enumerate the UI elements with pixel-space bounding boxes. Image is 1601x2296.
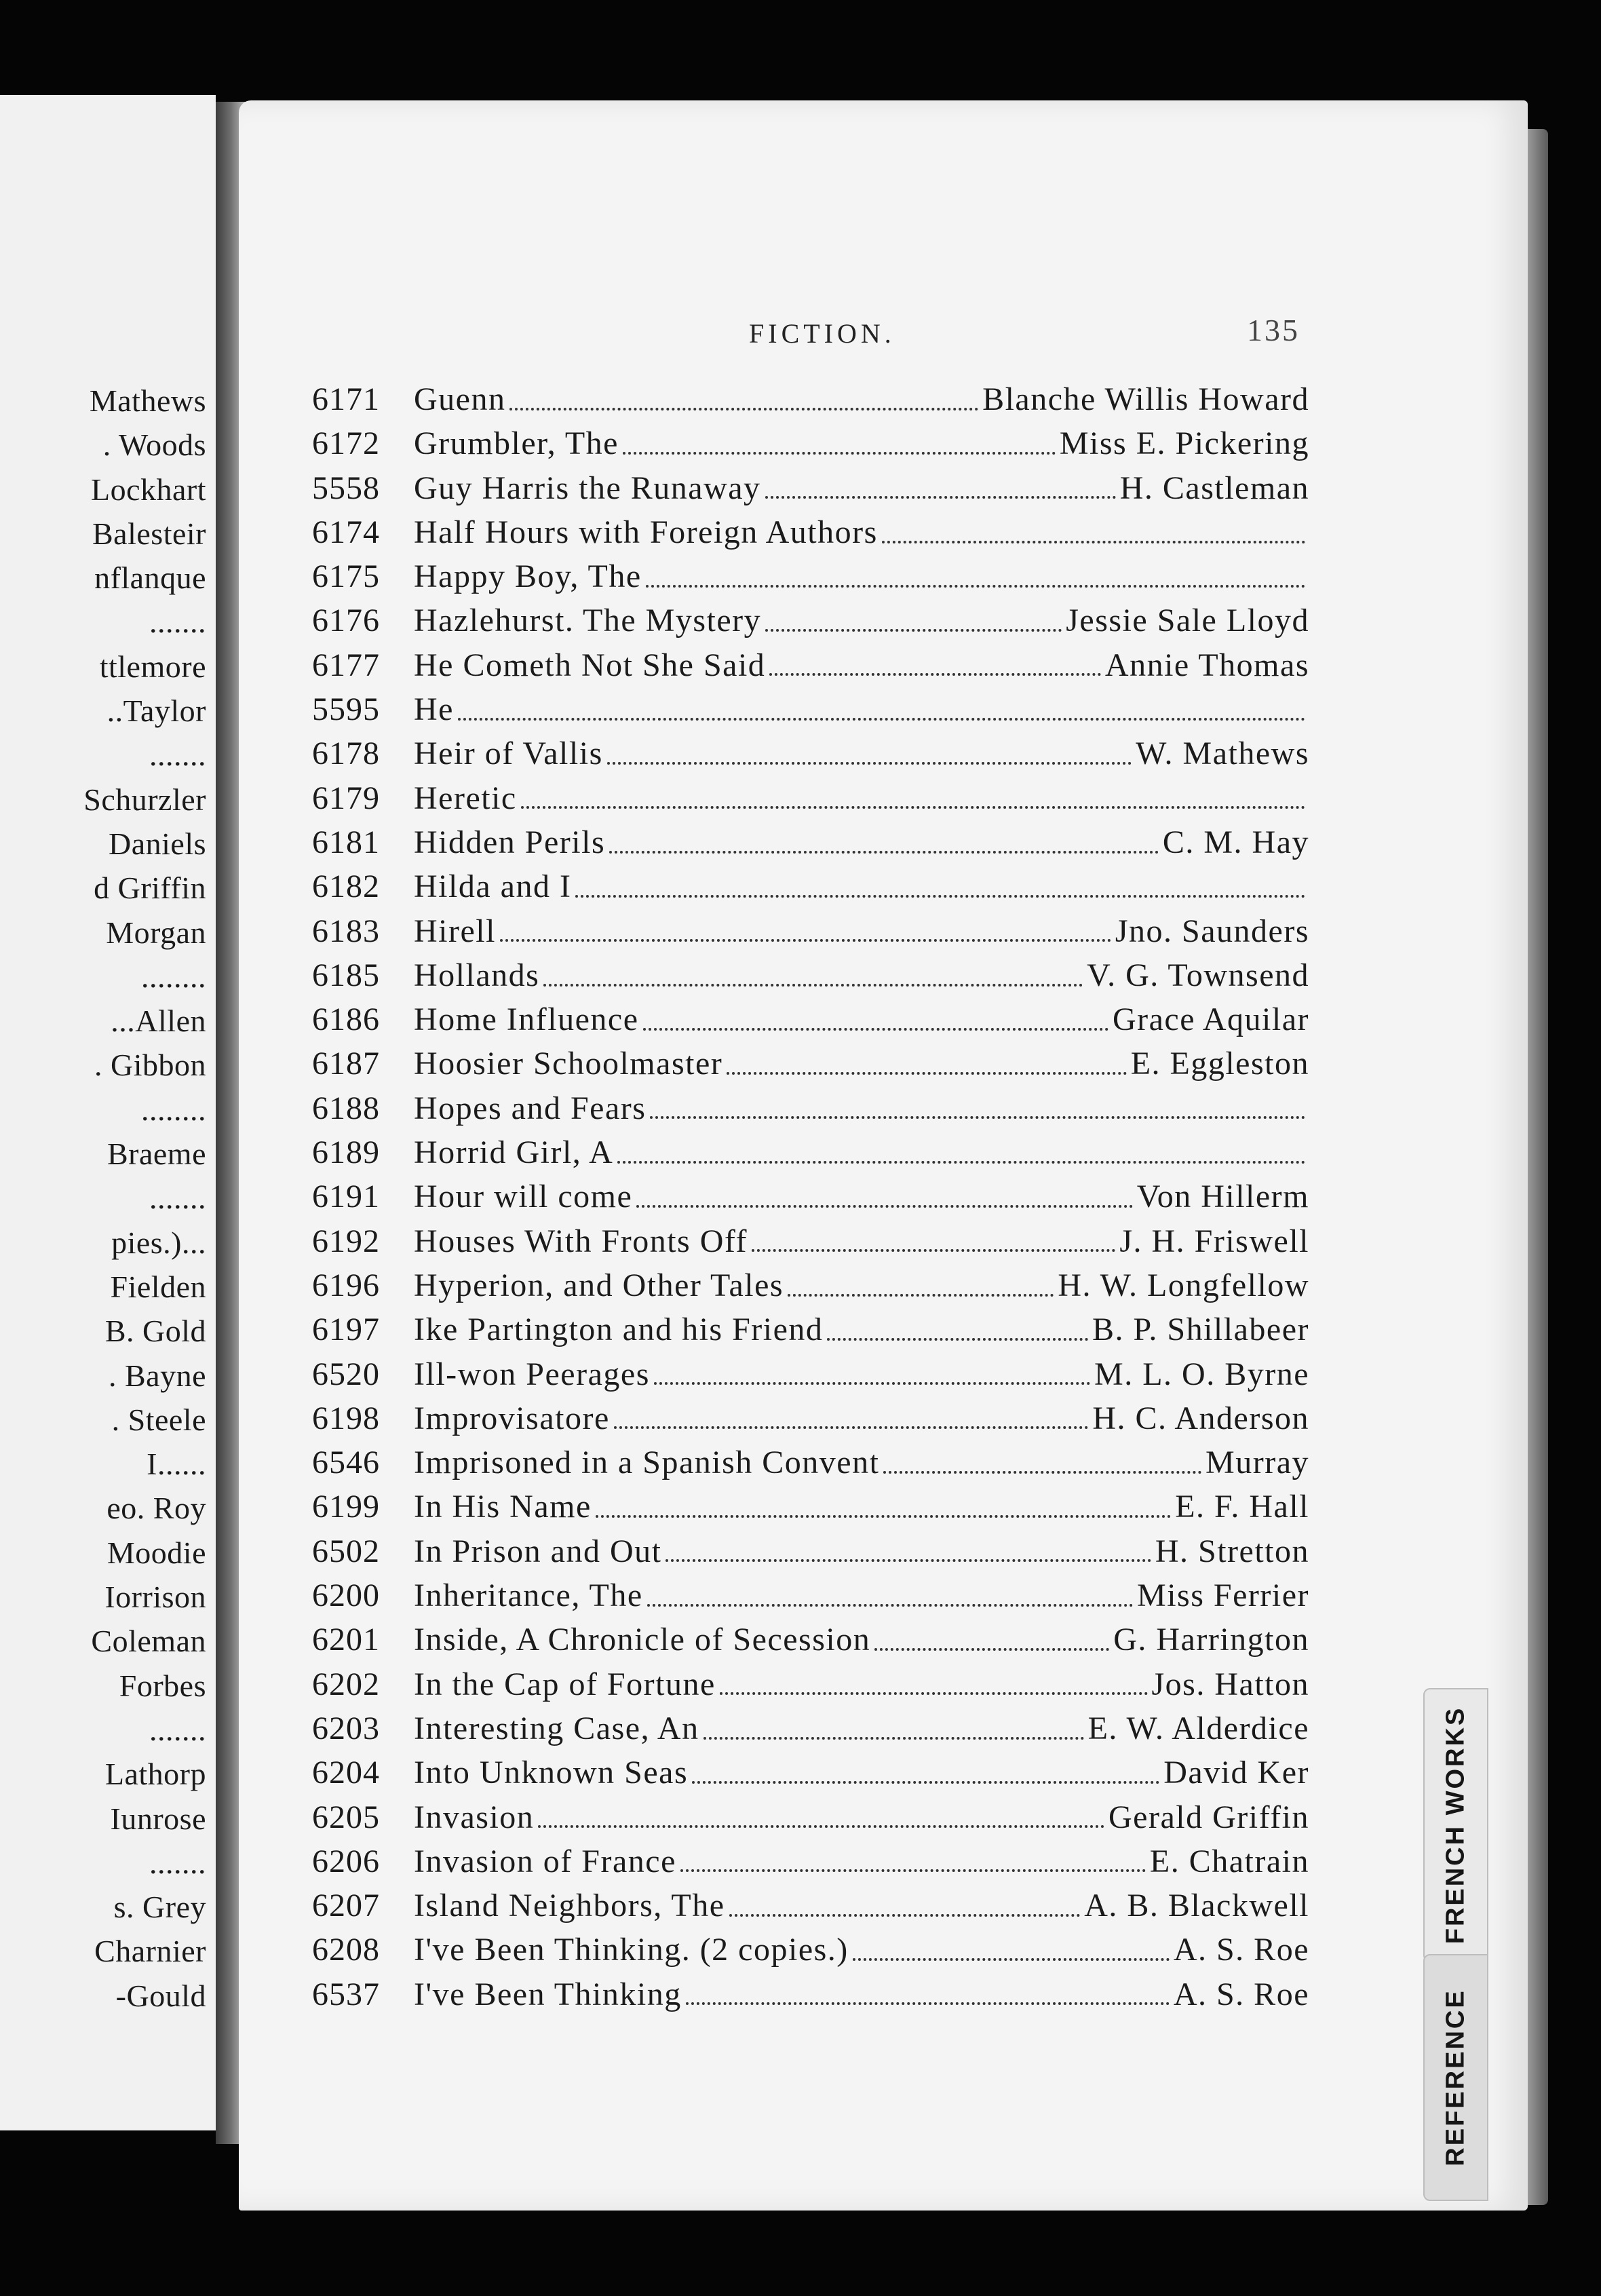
entry-number: 6207 [312, 1888, 380, 1924]
dot-leader [509, 408, 978, 410]
dot-leader [666, 1559, 1151, 1562]
entry-author: M. L. O. Byrne [1094, 1356, 1309, 1392]
entry-number: 6187 [312, 1046, 380, 1082]
entry-title: Guy Harris the Runaway [414, 470, 761, 506]
dot-leader [692, 1781, 1159, 1784]
dot-leader [882, 541, 1305, 543]
left-page-fragment: ..Taylor [107, 693, 206, 729]
catalog-entry [312, 1174, 1309, 1219]
dot-leader [769, 673, 1101, 676]
entry-title: Ike Partington and his Friend [414, 1312, 824, 1348]
left-page-fragment: Morgan [106, 915, 206, 950]
entry-author: E. F. Hall [1175, 1489, 1309, 1525]
left-page-fragment: Lathorp [104, 1757, 206, 1792]
left-page-fragment: Daniels [108, 826, 206, 861]
dot-leader [827, 1338, 1088, 1341]
entry-number: 6206 [312, 1843, 380, 1879]
entry-number: 6197 [312, 1312, 380, 1348]
dot-leader [729, 1914, 1081, 1917]
entry-title: Invasion of France [414, 1843, 676, 1879]
entry-author: A. S. Roe [1173, 1932, 1309, 1968]
entry-number: 6203 [312, 1710, 380, 1746]
catalog-entry [312, 1440, 1309, 1485]
entry-number: 6172 [312, 425, 380, 462]
catalog-entry [312, 377, 1309, 421]
tab-reference[interactable] [1423, 1954, 1488, 2201]
catalog-entries [312, 377, 1309, 2016]
tab-reference-label: REFERENCE [1441, 1989, 1470, 2166]
entry-author: H. C. Anderson [1092, 1400, 1309, 1436]
dot-leader [607, 762, 1132, 765]
entry-title: Horrid Girl, A [414, 1134, 614, 1171]
tab-french-works-label: FRENCH WORKS [1441, 1706, 1470, 1945]
entry-title: Home Influence [414, 1001, 639, 1038]
left-page-fragment: ....... [149, 1712, 206, 1747]
entry-author: Jos. Hatton [1151, 1666, 1309, 1702]
entry-title: Inheritance, The [414, 1577, 643, 1614]
left-page-fragment: Schurzler [83, 782, 206, 817]
left-page-fragment: . Bayne [108, 1358, 206, 1393]
catalog-entry [312, 1839, 1309, 1883]
entry-number: 6200 [312, 1577, 380, 1614]
catalog-entry [312, 466, 1309, 510]
catalog-entry [312, 643, 1309, 687]
entry-title: Hour will come [414, 1179, 633, 1215]
entry-author: G. Harrington [1113, 1622, 1309, 1658]
entry-title: Houses With Fronts Off [414, 1223, 748, 1259]
entry-title: Imprisoned in a Spanish Convent [414, 1444, 880, 1481]
dot-leader [752, 1249, 1115, 1252]
entry-number: 6171 [312, 381, 380, 417]
entry-title: He [414, 691, 454, 728]
page-number: 135 [1247, 313, 1300, 347]
dot-leader [765, 496, 1116, 499]
dot-leader [727, 1072, 1126, 1075]
entry-author: Annie Thomas [1104, 647, 1309, 683]
entry-number: 6546 [312, 1444, 380, 1481]
left-page-fragment: ....... [149, 1181, 206, 1216]
catalog-entry [312, 731, 1309, 776]
dot-leader [703, 1737, 1084, 1740]
catalog-entry [312, 1750, 1309, 1795]
entry-author: Miss Ferrier [1137, 1577, 1309, 1614]
entry-title: Hoosier Schoolmaster [414, 1046, 723, 1082]
catalog-entry [312, 1396, 1309, 1440]
dot-leader [609, 851, 1159, 854]
entry-number: 6537 [312, 1976, 380, 2012]
entry-title: Inside, A Chronicle of Secession [414, 1622, 871, 1658]
left-page-fragment: Braeme [107, 1136, 206, 1172]
entry-number: 5558 [312, 470, 380, 506]
dot-leader [623, 452, 1056, 455]
left-page-fragment: ........ [141, 959, 206, 994]
entry-number: 6208 [312, 1932, 380, 1968]
running-head: FICTION. [749, 318, 895, 349]
left-page-fragment: ....... [149, 605, 206, 640]
entry-author: H. W. Longfellow [1058, 1267, 1309, 1303]
left-page-fragment: I...... [147, 1447, 206, 1482]
entry-author: Miss E. Pickering [1059, 425, 1309, 462]
left-page-fragment: Moodie [107, 1535, 206, 1570]
entry-title: Heir of Vallis [414, 735, 603, 772]
entry-author: Jessie Sale Lloyd [1066, 602, 1309, 639]
entry-number: 6176 [312, 602, 380, 639]
catalog-entry [312, 953, 1309, 997]
entry-author: David Ker [1163, 1755, 1309, 1791]
dot-leader [680, 1869, 1146, 1872]
entry-author: Grace Aquilar [1112, 1001, 1309, 1038]
catalog-entry [312, 1928, 1309, 1972]
left-page-fragment: pies.)... [111, 1225, 206, 1260]
left-page-fragment: ........ [141, 1092, 206, 1127]
entry-title: Hidden Perils [414, 824, 606, 860]
entry-author: B. P. Shillabeer [1092, 1312, 1309, 1348]
entry-number: 6174 [312, 514, 380, 550]
catalog-entry [312, 1485, 1309, 1529]
catalog-entry [312, 1219, 1309, 1263]
entry-author: E. Chatrain [1149, 1843, 1309, 1879]
left-page-fragment: ttlemore [99, 649, 206, 684]
catalog-entry [312, 687, 1309, 731]
entry-title: Grumbler, The [414, 425, 619, 462]
left-page-fragment: Forbes [119, 1668, 206, 1703]
tab-french-works[interactable] [1423, 1688, 1488, 1962]
catalog-entry [312, 510, 1309, 554]
catalog-entry [312, 864, 1309, 908]
entry-number: 6183 [312, 913, 380, 949]
entry-title: Into Unknown Seas [414, 1755, 689, 1791]
entry-title: In the Cap of Fortune [414, 1666, 716, 1702]
entry-number: 6179 [312, 780, 380, 816]
entry-title: I've Been Thinking [414, 1976, 682, 2012]
left-page-fragment: . Steele [111, 1402, 206, 1437]
dot-leader [650, 1116, 1305, 1119]
entry-title: Ill-won Peerages [414, 1356, 650, 1392]
entry-number: 6502 [312, 1533, 380, 1569]
catalog-entry [312, 1130, 1309, 1174]
dot-leader [636, 1205, 1132, 1208]
catalog-entry [312, 776, 1309, 820]
entry-title: Improvisatore [414, 1400, 610, 1436]
dot-leader [647, 1604, 1133, 1607]
entry-number: 6201 [312, 1622, 380, 1658]
left-page-fragments [83, 379, 206, 2018]
catalog-entry [312, 1706, 1309, 1750]
entry-title: Hopes and Fears [414, 1090, 647, 1126]
catalog-entry [312, 421, 1309, 465]
catalog-entry [312, 1352, 1309, 1396]
dot-leader [521, 806, 1305, 809]
entry-number: 6177 [312, 647, 380, 683]
left-page-fragment: . Woods [102, 427, 206, 463]
entry-author: E. W. Alderdice [1087, 1710, 1309, 1746]
entry-title: Happy Boy, The [414, 558, 642, 595]
entry-author: A. B. Blackwell [1084, 1888, 1309, 1924]
catalog-entry [312, 1618, 1309, 1662]
catalog-entry [312, 1662, 1309, 1706]
dot-leader [788, 1294, 1054, 1297]
catalog-entry [312, 1972, 1309, 2016]
entry-number: 6204 [312, 1755, 380, 1791]
left-page-fragment: Coleman [91, 1624, 206, 1659]
entry-title: Guenn [414, 381, 506, 417]
entry-author: H. Stretton [1155, 1533, 1309, 1569]
left-page-fragment: ...Allen [111, 1003, 206, 1039]
entry-number: 6178 [312, 735, 380, 772]
entry-number: 6189 [312, 1134, 380, 1171]
dot-leader [614, 1426, 1089, 1429]
entry-title: Island Neighbors, The [414, 1888, 725, 1924]
entry-number: 6199 [312, 1489, 380, 1525]
left-page-fragment: B. Gold [104, 1314, 206, 1349]
left-page-fragment: Iunrose [110, 1801, 206, 1836]
catalog-entry [312, 1086, 1309, 1130]
left-page [0, 95, 216, 2130]
entry-author: A. S. Roe [1173, 1976, 1309, 2012]
catalog-entry [312, 820, 1309, 864]
entry-author: J. H. Friswell [1119, 1223, 1309, 1259]
left-page-fragment: d Griffin [94, 870, 206, 906]
entry-title: He Cometh Not She Said [414, 647, 766, 683]
left-page-fragment: ....... [149, 738, 206, 773]
left-page-fragment: Mathews [89, 383, 206, 418]
left-page-fragment: nflanque [94, 560, 206, 596]
dot-leader [874, 1648, 1109, 1651]
dot-leader [643, 1028, 1108, 1031]
left-page-fragment: Charnier [94, 1934, 206, 1969]
entry-author: C. M. Hay [1162, 824, 1309, 860]
entry-title: Hazlehurst. The Mystery [414, 602, 762, 639]
left-page-fragment: eo. Roy [107, 1491, 206, 1526]
entry-title: Hyperion, and Other Tales [414, 1267, 784, 1303]
entry-number: 6198 [312, 1400, 380, 1436]
left-page-fragment: -Gould [115, 1978, 206, 2013]
entry-number: 6175 [312, 558, 380, 595]
dot-leader [596, 1515, 1171, 1518]
dot-leader [883, 1471, 1201, 1474]
entry-number: 6181 [312, 824, 380, 860]
entry-number: 6202 [312, 1666, 380, 1702]
entry-title: In Prison and Out [414, 1533, 662, 1569]
catalog-entry [312, 1263, 1309, 1307]
entry-number: 6182 [312, 868, 380, 905]
dot-leader [646, 585, 1305, 588]
catalog-entry [312, 1307, 1309, 1352]
catalog-entry [312, 1573, 1309, 1618]
dot-leader [538, 1825, 1104, 1828]
dot-leader [500, 939, 1111, 942]
catalog-entry [312, 909, 1309, 953]
dot-leader [575, 895, 1305, 898]
left-page-fragment: ....... [149, 1845, 206, 1880]
catalog-entry [312, 1795, 1309, 1839]
entry-number: 6196 [312, 1267, 380, 1303]
entry-number: 6205 [312, 1799, 380, 1835]
entry-number: 5595 [312, 691, 380, 728]
catalog-entry [312, 997, 1309, 1041]
entry-author: Blanche Willis Howard [982, 381, 1309, 417]
entry-number: 6191 [312, 1179, 380, 1215]
dot-leader [720, 1692, 1148, 1695]
catalog-entry [312, 1529, 1309, 1573]
entry-author: V. G. Townsend [1087, 957, 1309, 993]
entry-title: Hollands [414, 957, 540, 993]
entry-number: 6192 [312, 1223, 380, 1259]
dot-leader [686, 2002, 1170, 2005]
entry-author: Jno. Saunders [1115, 913, 1309, 949]
dot-leader [617, 1161, 1305, 1164]
entry-number: 6188 [312, 1090, 380, 1126]
left-page-fragment: Fielden [110, 1269, 206, 1304]
entry-author: Von Hillerm [1136, 1179, 1309, 1215]
left-page-fragment: Iorrison [104, 1580, 206, 1615]
entry-author: W. Mathews [1136, 735, 1309, 772]
entry-title: I've Been Thinking. (2 copies.) [414, 1932, 849, 1968]
left-page-fragment: s. Grey [113, 1890, 206, 1925]
entry-number: 6520 [312, 1356, 380, 1392]
dot-leader [458, 718, 1305, 721]
entry-title: Heretic [414, 780, 517, 816]
entry-number: 6186 [312, 1001, 380, 1038]
dot-leader [543, 984, 1083, 987]
entry-title: Hilda and I [414, 868, 572, 905]
dot-leader [654, 1382, 1090, 1385]
entry-title: Half Hours with Foreign Authors [414, 514, 878, 550]
entry-author: Gerald Griffin [1108, 1799, 1309, 1835]
entry-author: E. Eggleston [1130, 1046, 1309, 1082]
entry-number: 6185 [312, 957, 380, 993]
left-page-fragment: Balesteir [92, 516, 206, 551]
left-page-fragment: Lockhart [90, 472, 206, 507]
entry-title: Interesting Case, An [414, 1710, 699, 1746]
entry-title: In His Name [414, 1489, 592, 1525]
catalog-entry [312, 598, 1309, 643]
entry-title: Hirell [414, 913, 496, 949]
entry-author: H. Castleman [1119, 470, 1309, 506]
dot-leader [853, 1958, 1170, 1961]
entry-author: Murray [1205, 1444, 1309, 1481]
catalog-entry [312, 554, 1309, 598]
catalog-entry [312, 1883, 1309, 1928]
dot-leader [765, 629, 1062, 632]
left-page-fragment: . Gibbon [94, 1048, 206, 1083]
entry-title: Invasion [414, 1799, 535, 1835]
catalog-entry [312, 1041, 1309, 1086]
